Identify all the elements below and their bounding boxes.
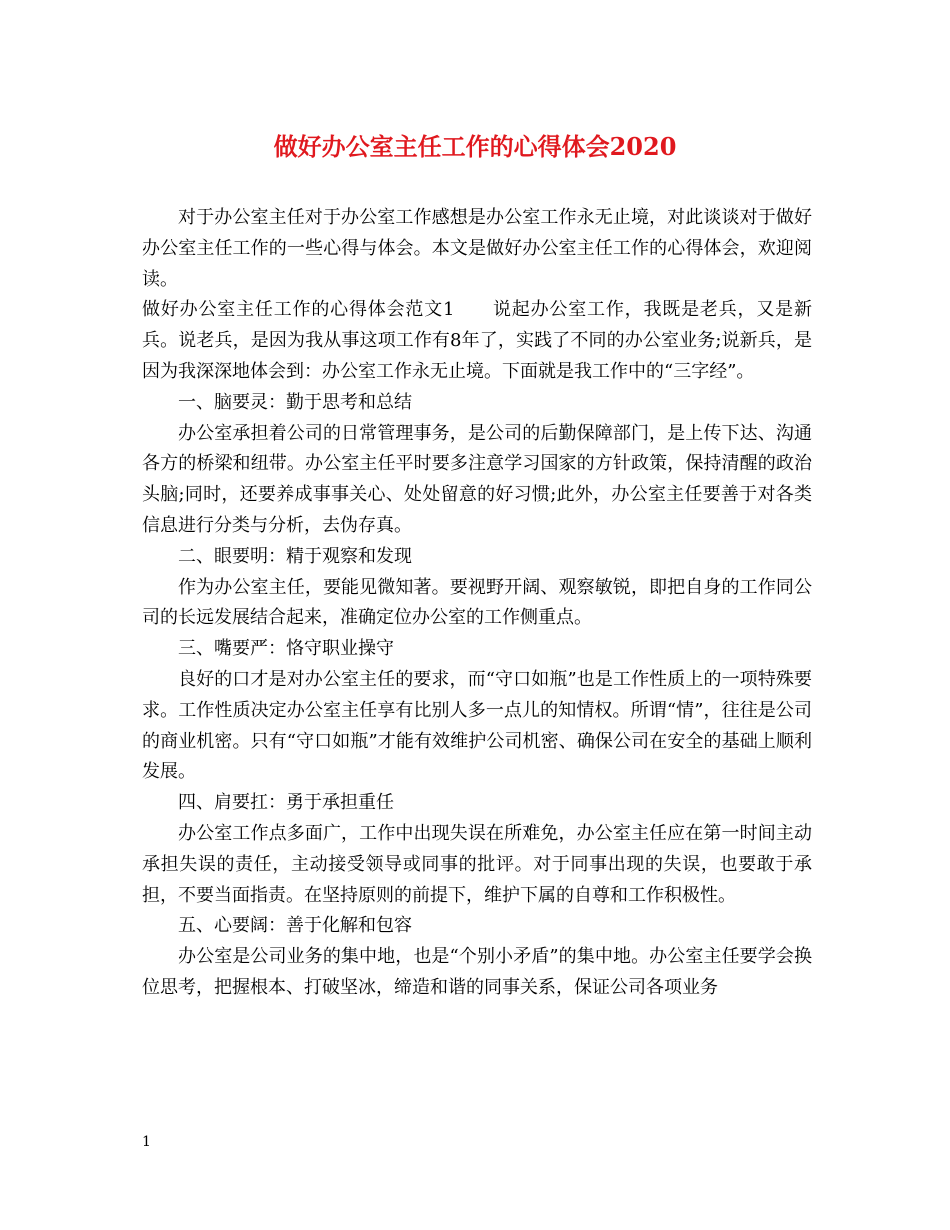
document-body — [142, 203, 812, 1004]
section-body-1: 办公室承担着公司的日常管理事务，是公司的后勤保障部门，是上传下达、沟通各方的桥梁和纽带。办公室主任平时要多注意学习国家的方针政策，保持清醒的政治头脑;同时，还要养成事事关心、处处留意的好习惯;此外，办公室主任要善于对各类信息进行分类与分析，去伪存真。 — [142, 422, 812, 536]
section-heading-5: 五、心要阔：善于化解和包容 — [178, 915, 412, 937]
section-body-3: 良好的口才是对办公室主任的要求，而“守口如瓶”也是工作性质上的一项特殊要求。工作性质决定办公室主任享有比别人多一点儿的知情权。所谓“情”，往往是公司的商业机密。只有“守口如瓶”才能有效维护公司机密、确保公司在安全的基础上顺利发展。 — [142, 668, 812, 783]
section-body-2: 作为办公室主任，要能见微知著。要视野开阔、观察敏锐，即把自身的工作同公司的长远发展结合起来，准确定位办公室的工作侧重点。 — [142, 576, 812, 629]
section-body-4: 办公室工作点多面广，工作中出现失误在所难免，办公室主任应在第一时间主动承担失误的责任，主动接受领导或同事的批评。对于同事出现的失误，也要敢于承担，不要当面指责。在坚持原则的前提下，维护下属的自尊和工作积极性。 — [142, 822, 812, 906]
document-title: 做好办公室主任工作的心得体会2020 — [273, 132, 677, 161]
paragraph-sample-opening: 做好办公室主任工作的心得体会范文1 说起办公室工作，我既是老兵，又是新兵。说老兵，是因为我从事这项工作有8年了，实践了不同的办公室业务;说新兵，是因为我深深地体会到：办公室工作永无止境。下面就是我工作中的“三字经”。 — [142, 299, 812, 382]
section-heading-2: 二、眼要明：精于观察和发现 — [178, 545, 412, 567]
section-heading-1: 一、脑要灵：勤于思考和总结 — [178, 391, 412, 413]
paragraph-intro: 对于办公室主任对于办公室工作感想是办公室工作永无止境，对此谈谈对于做好办公室主任工作的一些心得与体会。本文是做好办公室主任工作的心得体会，欢迎阅读。 — [142, 207, 812, 290]
page-number: 1 — [142, 1134, 151, 1150]
section-heading-3: 三、嘴要严：恪守职业操守 — [178, 638, 394, 660]
section-heading-4: 四、肩要扛：勇于承担重任 — [178, 792, 394, 814]
section-body-5: 办公室是公司业务的集中地，也是“个别小矛盾”的集中地。办公室主任要学会换位思考，把握根本、打破坚冰，缔造和谐的同事关系，保证公司各项业务 — [142, 946, 812, 998]
